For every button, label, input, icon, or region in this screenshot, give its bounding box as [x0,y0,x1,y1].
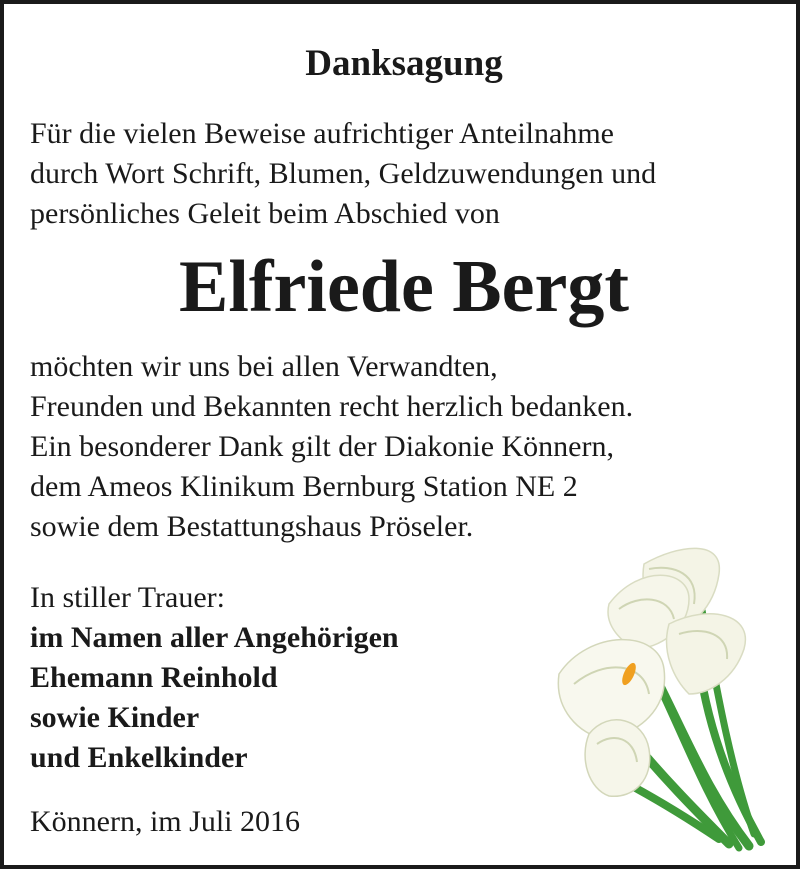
intro-line: persönliches Geleit beim Abschied von [30,197,500,230]
signoff-line: Ehemann Reinhold [30,661,278,694]
signoff-intro: In stiller Trauer: [30,581,225,614]
deceased-name: Elfriede Bergt [179,246,629,328]
notice-title: Danksagung [305,43,503,84]
calla-lily-icon [549,534,769,854]
thanks-text [30,347,633,547]
signoff-line: und Enkelkinder [30,741,248,774]
thanks-line: Ein besonderer Dank gilt der Diakonie Könnern, [30,430,614,463]
signoff-line: im Namen aller Angehörigen [30,621,399,654]
signoff-block [30,578,399,778]
thanks-line: möchten wir uns bei allen Verwandten, [30,350,498,383]
thanks-line: Freunden und Bekannten recht herzlich bedanken. [30,390,634,423]
intro-line: Für die vielen Beweise aufrichtiger Anteilnahme [30,117,614,150]
place-date: Könnern, im Juli 2016 [30,805,300,838]
thanks-line: dem Ameos Klinikum Bernburg Station NE 2 [30,470,578,503]
intro-text [30,114,656,234]
thanks-line: sowie dem Bestattungshaus Pröseler. [30,510,474,543]
signoff-line: sowie Kinder [30,701,200,734]
intro-line: durch Wort Schrift, Blumen, Geldzuwendungen und [30,157,657,190]
